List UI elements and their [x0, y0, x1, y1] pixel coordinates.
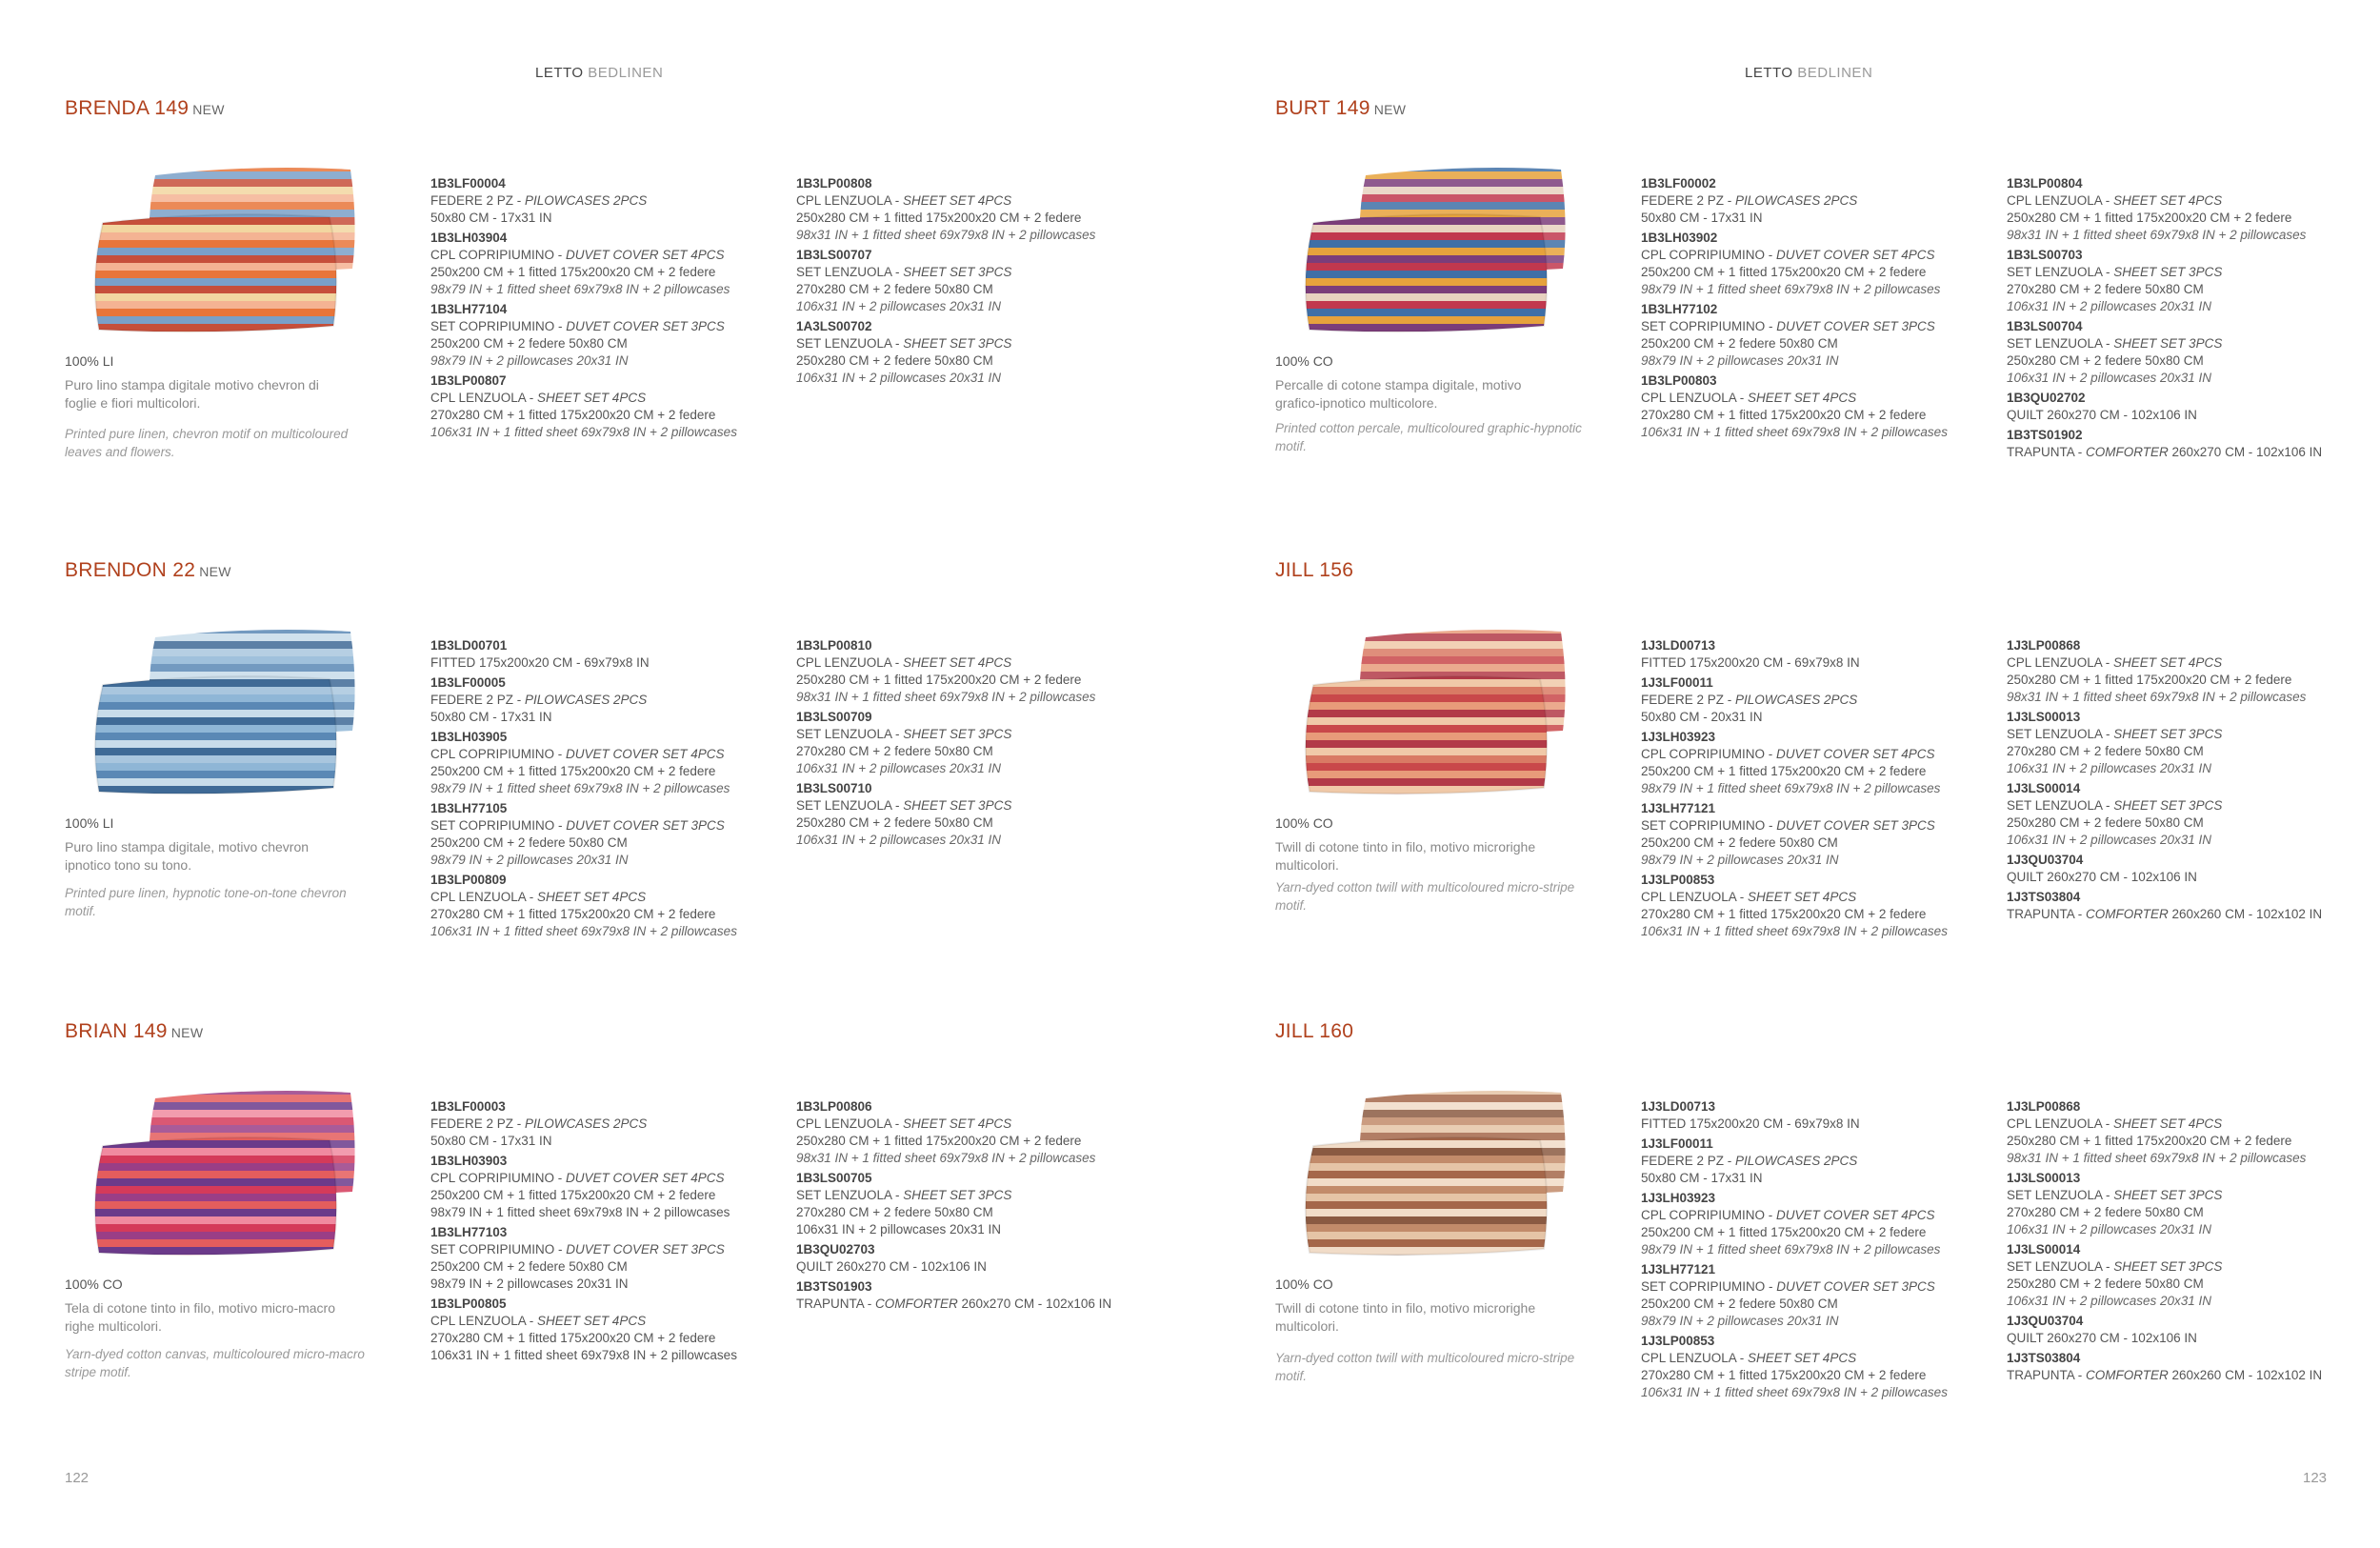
- product-title: BURT 149 NEW: [1275, 97, 1407, 119]
- size-cm: 270x280 CM + 2 federe 50x80 CM: [796, 1205, 993, 1219]
- product-code-entry: [796, 637, 1158, 706]
- product-code-entry: [430, 800, 792, 869]
- product-image: [1275, 156, 1599, 352]
- product-code-entry: [796, 1241, 1158, 1276]
- size-in: 106x31 IN + 1 fitted sheet 69x79x8 IN + 2 pillowcases: [1641, 1385, 1948, 1399]
- product-type: CPL LENZUOLA - SHEET SET 4PCS: [430, 890, 647, 904]
- product-type: SET COPRIPIUMINO - DUVET COVER SET 3PCS: [430, 818, 725, 833]
- product-code: 1B3LS00710: [796, 781, 872, 795]
- size-cm: 250x280 CM + 2 federe 50x80 CM: [2007, 815, 2204, 830]
- size-cm: 250x280 CM + 2 federe 50x80 CM: [796, 353, 993, 368]
- product-type: CPL COPRIPIUMINO - DUVET COVER SET 4PCS: [430, 248, 725, 262]
- size-in: 106x31 IN + 2 pillowcases 20x31 IN: [796, 371, 1001, 385]
- pillow-image: [1275, 156, 1599, 352]
- product-type: CPL LENZUOLA - SHEET SET 4PCS: [430, 1314, 647, 1328]
- product-image: [65, 156, 389, 352]
- product-title: JILL 160: [1275, 1020, 1354, 1042]
- size-cm: 250x200 CM + 2 federe 50x80 CM: [1641, 336, 1838, 351]
- size-cm: 250x280 CM + 1 fitted 175x200x20 CM + 2 federe: [796, 211, 1082, 225]
- pillow-image: [65, 156, 389, 352]
- new-badge: NEW: [199, 564, 231, 579]
- material: 100% CO: [1275, 1277, 1333, 1292]
- size-cm: 50x80 CM - 17x31 IN: [1641, 1171, 1763, 1185]
- product-code: 1B3LH03905: [430, 730, 508, 744]
- size-in: 98x79 IN + 2 pillowcases 20x31 IN: [430, 353, 629, 368]
- product-code: 1B3LH03903: [430, 1154, 508, 1168]
- header-sub: BEDLINEN: [1797, 65, 1873, 81]
- size-cm: 250x200 CM + 1 fitted 175x200x20 CM + 2 federe: [1641, 764, 1927, 778]
- product-code-entry: [430, 230, 792, 298]
- product-code: 1J3QU03704: [2007, 1314, 2084, 1328]
- product-code: 1B3LS00705: [796, 1171, 872, 1185]
- code-column-2: [2007, 637, 2369, 926]
- size-in: 106x31 IN + 1 fitted sheet 69x79x8 IN + 2 pillowcases: [1641, 425, 1948, 439]
- product-type: SET LENZUOLA - SHEET SET 3PCS: [796, 727, 1012, 741]
- product-code-entry: [2007, 1241, 2369, 1310]
- product-type: TRAPUNTA - COMFORTER 260x270 CM - 102x106 IN: [2007, 445, 2323, 459]
- material: 100% CO: [1275, 353, 1333, 369]
- size-cm: 250x200 CM + 2 federe 50x80 CM: [430, 835, 628, 850]
- size-cm: 250x200 CM + 1 fitted 175x200x20 CM + 2 federe: [430, 764, 716, 778]
- code-column-1: [430, 637, 792, 943]
- code-column-1: [1641, 1098, 2003, 1404]
- product-type: TRAPUNTA - COMFORTER 260x270 CM - 102x106 IN: [796, 1297, 1112, 1311]
- product-code-entry: [1641, 674, 2003, 726]
- product-type: SET LENZUOLA - SHEET SET 3PCS: [2007, 1188, 2223, 1202]
- product-code-entry: [796, 780, 1158, 849]
- size-cm: 270x280 CM + 2 federe 50x80 CM: [2007, 282, 2204, 296]
- size-in: 106x31 IN + 1 fitted sheet 69x79x8 IN + 2 pillowcases: [430, 425, 737, 439]
- product-type: SET LENZUOLA - SHEET SET 3PCS: [2007, 1259, 2223, 1274]
- product-code: 1B3TS01902: [2007, 428, 2083, 442]
- size-in: 98x79 IN + 2 pillowcases 20x31 IN: [430, 853, 629, 867]
- product-type: FITTED 175x200x20 CM - 69x79x8 IN: [430, 655, 650, 670]
- product-code: 1J3LP00853: [1641, 1334, 1715, 1348]
- product-code-entry: [1641, 800, 2003, 869]
- size-in: 106x31 IN + 2 pillowcases 20x31 IN: [796, 299, 1001, 313]
- size-in: 98x31 IN + 1 fitted sheet 69x79x8 IN + 2 pillowcases: [2007, 228, 2307, 242]
- size-in: 106x31 IN + 2 pillowcases 20x31 IN: [796, 1222, 1001, 1236]
- product-code-entry: [1641, 175, 2003, 227]
- description-en: Printed cotton percale, multicoloured graphic-hypnotic motif.: [1275, 421, 1582, 453]
- size-cm: 250x200 CM + 2 federe 50x80 CM: [1641, 1297, 1838, 1311]
- product-type: SET LENZUOLA - SHEET SET 3PCS: [2007, 798, 2223, 813]
- product-code: 1B3LP00806: [796, 1099, 872, 1114]
- product-type: CPL COPRIPIUMINO - DUVET COVER SET 4PCS: [430, 747, 725, 761]
- product-code: 1B3LH77104: [430, 302, 508, 316]
- description-it: Tela di cotone tinto in filo, motivo micro-macro righe multicolori.: [65, 1300, 335, 1334]
- product-type: FEDERE 2 PZ - PILOWCASES 2PCS: [430, 693, 648, 707]
- product-code-entry: [1641, 1261, 2003, 1330]
- product-type: SET LENZUOLA - SHEET SET 3PCS: [2007, 727, 2223, 741]
- header-sub: BEDLINEN: [588, 65, 664, 81]
- size-in: 98x79 IN + 1 fitted sheet 69x79x8 IN + 2 pillowcases: [430, 282, 730, 296]
- product-code: 1J3LF00011: [1641, 675, 1713, 690]
- pillow-image: [1275, 1079, 1599, 1275]
- product-code-entry: [1641, 637, 2003, 672]
- size-in: 98x79 IN + 2 pillowcases 20x31 IN: [1641, 853, 1839, 867]
- product-code-entry: [1641, 301, 2003, 370]
- pillow-image: [65, 1079, 389, 1275]
- product-code-entry: [796, 1278, 1158, 1313]
- product-code: 1J3LF00011: [1641, 1136, 1713, 1151]
- product-code-entry: [430, 1153, 792, 1221]
- product-block: [1275, 97, 2380, 545]
- product-type: SET COPRIPIUMINO - DUVET COVER SET 3PCS: [430, 319, 725, 333]
- product-type: FEDERE 2 PZ - PILOWCASES 2PCS: [430, 193, 648, 208]
- product-type: CPL LENZUOLA - SHEET SET 4PCS: [796, 655, 1012, 670]
- product-code-entry: [2007, 247, 2369, 315]
- code-column-1: [1641, 175, 2003, 444]
- product-image: [1275, 1079, 1599, 1275]
- size-in: 98x79 IN + 1 fitted sheet 69x79x8 IN + 2 pillowcases: [1641, 1242, 1941, 1256]
- product-code: 1B3LF00002: [1641, 176, 1716, 191]
- size-in: 106x31 IN + 2 pillowcases 20x31 IN: [2007, 761, 2211, 775]
- product-code-entry: [2007, 318, 2369, 387]
- header-main: LETTO: [535, 65, 584, 81]
- size-cm: 270x280 CM + 1 fitted 175x200x20 CM + 2 federe: [430, 408, 716, 422]
- material: 100% CO: [65, 1277, 123, 1292]
- size-cm: 270x280 CM + 1 fitted 175x200x20 CM + 2 federe: [430, 1331, 716, 1345]
- product-code: 1B3LH03902: [1641, 231, 1718, 245]
- product-code: 1B3LH77103: [430, 1225, 508, 1239]
- pillow-image: [65, 618, 389, 814]
- product-type: CPL COPRIPIUMINO - DUVET COVER SET 4PCS: [1641, 1208, 1935, 1222]
- section-header-left: [535, 65, 663, 81]
- product-code: 1B3LP00808: [796, 176, 872, 191]
- size-in: 98x31 IN + 1 fitted sheet 69x79x8 IN + 2 pillowcases: [2007, 690, 2307, 704]
- product-type: TRAPUNTA - COMFORTER 260x260 CM - 102x102 IN: [2007, 1368, 2323, 1382]
- size-in: 98x79 IN + 2 pillowcases 20x31 IN: [1641, 353, 1839, 368]
- material: 100% LI: [65, 353, 114, 369]
- product-code-entry: [430, 175, 792, 227]
- product-code-entry: [1641, 729, 2003, 797]
- product-code-entry: [796, 1170, 1158, 1238]
- product-code-entry: [430, 729, 792, 797]
- header-main: LETTO: [1745, 65, 1793, 81]
- description-it: Puro lino stampa digitale, motivo chevron ipnotico tono su tono.: [65, 839, 310, 873]
- product-code-entry: [796, 1098, 1158, 1167]
- product-code: 1J3LD00713: [1641, 638, 1716, 653]
- product-code: 1J3LS00013: [2007, 710, 2081, 724]
- product-code-entry: [2007, 1313, 2369, 1347]
- product-type: CPL LENZUOLA - SHEET SET 4PCS: [1641, 391, 1857, 405]
- product-code-entry: [2007, 1098, 2369, 1167]
- section-header-right: [1745, 65, 1872, 81]
- product-code: 1J3LS00014: [2007, 1242, 2081, 1256]
- product-block: [1275, 1020, 2380, 1468]
- product-code: 1J3LP00868: [2007, 1099, 2081, 1114]
- product-type: SET LENZUOLA - SHEET SET 3PCS: [796, 336, 1012, 351]
- size-cm: 250x200 CM + 2 federe 50x80 CM: [1641, 835, 1838, 850]
- product-code: 1B3LD00701: [430, 638, 508, 653]
- product-code: 1B3LP00810: [796, 638, 872, 653]
- product-code: 1J3LS00013: [2007, 1171, 2081, 1185]
- size-in: 98x79 IN + 2 pillowcases 20x31 IN: [1641, 1314, 1839, 1328]
- size-in: 98x79 IN + 2 pillowcases 20x31 IN: [430, 1277, 629, 1291]
- size-cm: 270x280 CM + 2 federe 50x80 CM: [2007, 744, 2204, 758]
- product-code: 1J3LP00853: [1641, 873, 1715, 887]
- product-block: [65, 1020, 1250, 1468]
- new-badge: NEW: [192, 102, 225, 117]
- size-cm: 250x200 CM + 1 fitted 175x200x20 CM + 2 federe: [1641, 1225, 1927, 1239]
- product-type: SET LENZUOLA - SHEET SET 3PCS: [796, 265, 1012, 279]
- product-type: SET LENZUOLA - SHEET SET 3PCS: [2007, 336, 2223, 351]
- product-code: 1B3LF00004: [430, 176, 506, 191]
- product-type: SET LENZUOLA - SHEET SET 3PCS: [796, 1188, 1012, 1202]
- product-type: FITTED 175x200x20 CM - 69x79x8 IN: [1641, 1116, 1860, 1131]
- product-code: 1B3LS00709: [796, 710, 872, 724]
- product-code-entry: [2007, 852, 2369, 886]
- product-title: JILL 156: [1275, 559, 1354, 581]
- code-column-2: [796, 1098, 1158, 1316]
- product-type: CPL LENZUOLA - SHEET SET 4PCS: [2007, 1116, 2223, 1131]
- new-badge: NEW: [1373, 102, 1407, 117]
- product-type: CPL COPRIPIUMINO - DUVET COVER SET 4PCS: [430, 1171, 725, 1185]
- product-code-entry: [430, 1098, 792, 1150]
- product-code: 1A3LS00702: [796, 319, 872, 333]
- size-cm: 250x280 CM + 1 fitted 175x200x20 CM + 2 federe: [2007, 211, 2292, 225]
- page-number-left: 122: [65, 1470, 90, 1486]
- size-in: 98x79 IN + 1 fitted sheet 69x79x8 IN + 2 pillowcases: [430, 781, 730, 795]
- product-code: 1B3LH77105: [430, 801, 508, 815]
- product-code: 1J3LP00868: [2007, 638, 2081, 653]
- size-cm: 250x200 CM + 1 fitted 175x200x20 CM + 2 federe: [430, 1188, 716, 1202]
- product-code-entry: [2007, 390, 2369, 424]
- product-code: 1B3LP00804: [2007, 176, 2083, 191]
- size-in: 106x31 IN + 2 pillowcases 20x31 IN: [2007, 1294, 2211, 1308]
- size-in: 98x31 IN + 1 fitted sheet 69x79x8 IN + 2 pillowcases: [2007, 1151, 2307, 1165]
- product-type: SET COPRIPIUMINO - DUVET COVER SET 3PCS: [1641, 818, 1935, 833]
- product-code-entry: [1641, 372, 2003, 441]
- size-in: 106x31 IN + 2 pillowcases 20x31 IN: [2007, 371, 2211, 385]
- product-code-entry: [1641, 230, 2003, 298]
- size-cm: 50x80 CM - 17x31 IN: [430, 710, 552, 724]
- product-type: SET LENZUOLA - SHEET SET 3PCS: [796, 798, 1012, 813]
- product-code-entry: [2007, 427, 2369, 461]
- product-type: TRAPUNTA - COMFORTER 260x260 CM - 102x102 IN: [2007, 907, 2323, 921]
- size-cm: 270x280 CM + 2 federe 50x80 CM: [796, 282, 993, 296]
- size-in: 106x31 IN + 2 pillowcases 20x31 IN: [796, 833, 1001, 847]
- new-badge: NEW: [170, 1025, 204, 1040]
- code-column-2: [2007, 1098, 2369, 1387]
- product-type: CPL COPRIPIUMINO - DUVET COVER SET 4PCS: [1641, 747, 1935, 761]
- description-en: Printed pure linen, chevron motif on multicoloured leaves and flowers.: [65, 427, 349, 459]
- size-in: 106x31 IN + 2 pillowcases 20x31 IN: [2007, 299, 2211, 313]
- product-type: QUILT 260x270 CM - 102x106 IN: [796, 1259, 987, 1274]
- product-type: CPL LENZUOLA - SHEET SET 4PCS: [2007, 655, 2223, 670]
- product-code-entry: [1641, 1136, 2003, 1187]
- product-type: FEDERE 2 PZ - PILOWCASES 2PCS: [1641, 193, 1858, 208]
- size-cm: 250x280 CM + 1 fitted 175x200x20 CM + 2 federe: [2007, 1134, 2292, 1148]
- product-code: 1J3LH77121: [1641, 801, 1716, 815]
- product-code-entry: [796, 318, 1158, 387]
- product-type: FEDERE 2 PZ - PILOWCASES 2PCS: [430, 1116, 648, 1131]
- size-cm: 250x280 CM + 1 fitted 175x200x20 CM + 2 federe: [796, 673, 1082, 687]
- product-code: 1B3LF00003: [430, 1099, 506, 1114]
- description-it: Twill di cotone tinto in filo, motivo microrighe multicolori.: [1275, 839, 1536, 873]
- product-image: [65, 618, 389, 814]
- code-column-1: [430, 175, 792, 444]
- size-cm: 250x280 CM + 2 federe 50x80 CM: [2007, 353, 2204, 368]
- product-type: CPL COPRIPIUMINO - DUVET COVER SET 4PCS: [1641, 248, 1935, 262]
- product-title: BRIAN 149 NEW: [65, 1020, 204, 1042]
- product-code: 1J3LH03923: [1641, 1191, 1716, 1205]
- product-code: 1B3LS00707: [796, 248, 872, 262]
- product-type: CPL LENZUOLA - SHEET SET 4PCS: [796, 193, 1012, 208]
- product-code-entry: [1641, 1098, 2003, 1133]
- product-type: QUILT 260x270 CM - 102x106 IN: [2007, 408, 2197, 422]
- product-title: BRENDON 22 NEW: [65, 559, 231, 581]
- product-code: 1J3TS03804: [2007, 1351, 2081, 1365]
- product-code: 1B3LH77102: [1641, 302, 1718, 316]
- code-column-2: [796, 175, 1158, 390]
- product-type: SET COPRIPIUMINO - DUVET COVER SET 3PCS: [430, 1242, 725, 1256]
- size-cm: 270x280 CM + 1 fitted 175x200x20 CM + 2 federe: [1641, 1368, 1927, 1382]
- product-code-entry: [430, 301, 792, 370]
- description-en: Printed pure linen, hypnotic tone-on-tone chevron motif.: [65, 886, 347, 918]
- size-cm: 50x80 CM - 17x31 IN: [430, 211, 552, 225]
- code-column-1: [1641, 637, 2003, 943]
- product-type: QUILT 260x270 CM - 102x106 IN: [2007, 870, 2197, 884]
- product-code-entry: [430, 372, 792, 441]
- description-it: Twill di cotone tinto in filo, motivo microrighe multicolori.: [1275, 1300, 1536, 1334]
- product-title: BRENDA 149 NEW: [65, 97, 225, 119]
- product-code-entry: [430, 1224, 792, 1293]
- product-code-entry: [1641, 1190, 2003, 1258]
- size-cm: 250x280 CM + 1 fitted 175x200x20 CM + 2 federe: [796, 1134, 1082, 1148]
- product-image: [1275, 618, 1599, 814]
- pillow-image: [1275, 618, 1599, 814]
- size-cm: 250x280 CM + 2 federe 50x80 CM: [2007, 1277, 2204, 1291]
- product-code-entry: [796, 709, 1158, 777]
- size-in: 98x31 IN + 1 fitted sheet 69x79x8 IN + 2 pillowcases: [796, 690, 1096, 704]
- product-code-entry: [2007, 780, 2369, 849]
- product-code: 1B3LP00805: [430, 1297, 507, 1311]
- product-code-entry: [2007, 889, 2369, 923]
- product-block: [65, 97, 1250, 545]
- product-code: 1B3QU02702: [2007, 391, 2086, 405]
- description-it: Percalle di cotone stampa digitale, motivo grafico-ipnotico multicolore.: [1275, 377, 1522, 411]
- product-code: 1J3LD00713: [1641, 1099, 1716, 1114]
- size-in: 98x79 IN + 1 fitted sheet 69x79x8 IN + 2 pillowcases: [430, 1205, 730, 1219]
- product-code-entry: [2007, 175, 2369, 244]
- product-type: SET COPRIPIUMINO - DUVET COVER SET 3PCS: [1641, 1279, 1935, 1294]
- product-code-entry: [1641, 872, 2003, 940]
- product-code-entry: [2007, 637, 2369, 706]
- product-code: 1B3LP00809: [430, 873, 507, 887]
- description-en: Yarn-dyed cotton twill with multicoloured micro-stripe motif.: [1275, 1351, 1575, 1383]
- page-number-right: 123: [2303, 1470, 2328, 1486]
- product-type: QUILT 260x270 CM - 102x106 IN: [2007, 1331, 2197, 1345]
- product-code: 1B3LP00807: [430, 373, 507, 388]
- product-image: [65, 1079, 389, 1275]
- size-in: 106x31 IN + 2 pillowcases 20x31 IN: [2007, 1222, 2211, 1236]
- product-code: 1B3LH03904: [430, 231, 508, 245]
- product-code: 1J3QU03704: [2007, 853, 2084, 867]
- size-in: 98x31 IN + 1 fitted sheet 69x79x8 IN + 2 pillowcases: [796, 1151, 1096, 1165]
- size-cm: 270x280 CM + 1 fitted 175x200x20 CM + 2 federe: [430, 907, 716, 921]
- product-type: CPL LENZUOLA - SHEET SET 4PCS: [430, 391, 647, 405]
- product-type: FEDERE 2 PZ - PILOWCASES 2PCS: [1641, 693, 1858, 707]
- size-cm: 270x280 CM + 1 fitted 175x200x20 CM + 2 federe: [1641, 907, 1927, 921]
- size-cm: 250x200 CM + 1 fitted 175x200x20 CM + 2 federe: [1641, 265, 1927, 279]
- size-in: 106x31 IN + 1 fitted sheet 69x79x8 IN + 2 pillowcases: [430, 1348, 737, 1362]
- product-code-entry: [796, 247, 1158, 315]
- size-cm: 50x80 CM - 17x31 IN: [1641, 211, 1763, 225]
- product-code-entry: [430, 1296, 792, 1364]
- product-code: 1B3LF00005: [430, 675, 506, 690]
- size-cm: 270x280 CM + 2 federe 50x80 CM: [796, 744, 993, 758]
- material: 100% CO: [1275, 815, 1333, 831]
- code-column-2: [2007, 175, 2369, 464]
- product-code-entry: [2007, 1170, 2369, 1238]
- size-cm: 50x80 CM - 20x31 IN: [1641, 710, 1763, 724]
- size-cm: 250x200 CM + 2 federe 50x80 CM: [430, 1259, 628, 1274]
- product-code: 1J3LH03923: [1641, 730, 1716, 744]
- size-cm: 50x80 CM - 17x31 IN: [430, 1134, 552, 1148]
- product-code-entry: [2007, 709, 2369, 777]
- product-type: CPL LENZUOLA - SHEET SET 4PCS: [1641, 890, 1857, 904]
- product-block: [65, 559, 1250, 1007]
- product-type: FEDERE 2 PZ - PILOWCASES 2PCS: [1641, 1154, 1858, 1168]
- product-code-entry: [430, 872, 792, 940]
- product-code-entry: [1641, 1333, 2003, 1401]
- size-in: 106x31 IN + 2 pillowcases 20x31 IN: [796, 761, 1001, 775]
- size-in: 106x31 IN + 1 fitted sheet 69x79x8 IN + 2 pillowcases: [1641, 924, 1948, 938]
- product-type: FITTED 175x200x20 CM - 69x79x8 IN: [1641, 655, 1860, 670]
- product-code: 1B3TS01903: [796, 1279, 872, 1294]
- product-code-entry: [796, 175, 1158, 244]
- product-code: 1B3LS00703: [2007, 248, 2083, 262]
- size-cm: 270x280 CM + 1 fitted 175x200x20 CM + 2 federe: [1641, 408, 1927, 422]
- product-code: 1J3LS00014: [2007, 781, 2081, 795]
- product-type: CPL LENZUOLA - SHEET SET 4PCS: [1641, 1351, 1857, 1365]
- product-type: SET LENZUOLA - SHEET SET 3PCS: [2007, 265, 2223, 279]
- size-in: 98x79 IN + 1 fitted sheet 69x79x8 IN + 2 pillowcases: [1641, 781, 1941, 795]
- product-code: 1B3LS00704: [2007, 319, 2083, 333]
- size-cm: 250x280 CM + 2 federe 50x80 CM: [796, 815, 993, 830]
- size-in: 98x79 IN + 1 fitted sheet 69x79x8 IN + 2 pillowcases: [1641, 282, 1941, 296]
- code-column-2: [796, 637, 1158, 852]
- size-cm: 250x200 CM + 2 federe 50x80 CM: [430, 336, 628, 351]
- product-code: 1J3TS03804: [2007, 890, 2081, 904]
- code-column-1: [430, 1098, 792, 1367]
- size-in: 98x31 IN + 1 fitted sheet 69x79x8 IN + 2 pillowcases: [796, 228, 1096, 242]
- size-cm: 250x200 CM + 1 fitted 175x200x20 CM + 2 federe: [430, 265, 716, 279]
- product-block: [1275, 559, 2380, 1007]
- material: 100% LI: [65, 815, 114, 831]
- description-en: Yarn-dyed cotton twill with multicoloured micro-stripe motif.: [1275, 880, 1575, 913]
- description-it: Puro lino stampa digitale motivo chevron di foglie e fiori multicolori.: [65, 377, 319, 411]
- size-in: 106x31 IN + 2 pillowcases 20x31 IN: [2007, 833, 2211, 847]
- size-in: 106x31 IN + 1 fitted sheet 69x79x8 IN + 2 pillowcases: [430, 924, 737, 938]
- product-code: 1J3LH77121: [1641, 1262, 1716, 1277]
- product-code-entry: [2007, 1350, 2369, 1384]
- description-en: Yarn-dyed cotton canvas, multicoloured micro-macro stripe motif.: [65, 1347, 365, 1379]
- product-code-entry: [430, 674, 792, 726]
- product-code: 1B3QU02703: [796, 1242, 875, 1256]
- product-type: CPL LENZUOLA - SHEET SET 4PCS: [796, 1116, 1012, 1131]
- size-cm: 250x280 CM + 1 fitted 175x200x20 CM + 2 federe: [2007, 673, 2292, 687]
- product-code: 1B3LP00803: [1641, 373, 1717, 388]
- product-code-entry: [430, 637, 792, 672]
- product-type: SET COPRIPIUMINO - DUVET COVER SET 3PCS: [1641, 319, 1935, 333]
- size-cm: 270x280 CM + 2 federe 50x80 CM: [2007, 1205, 2204, 1219]
- product-type: CPL LENZUOLA - SHEET SET 4PCS: [2007, 193, 2223, 208]
